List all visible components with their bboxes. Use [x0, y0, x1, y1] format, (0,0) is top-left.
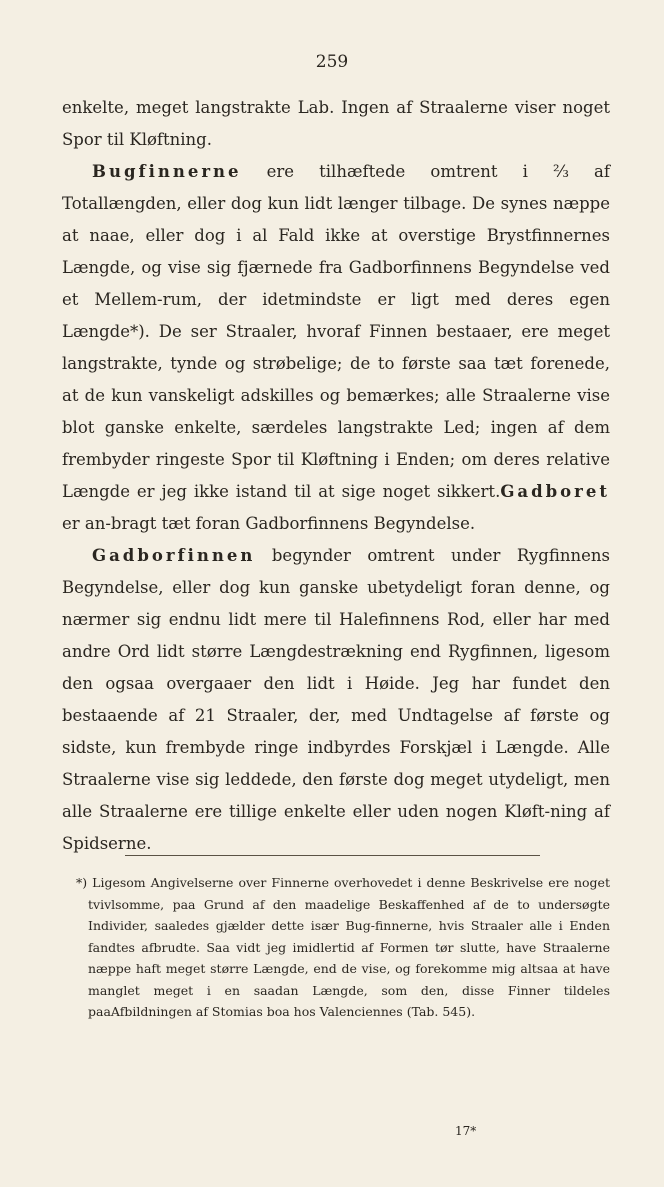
paragraph-text: begynder omtrent under Rygfinnens Begyndelse, eller dog kun ganske ubetydeligt foran denne, og nærmer sig endnu lidt mere til Halefinnens Rod, eller har med andre Ord lidt større Længdestrækning end Rygfinnen, ligesom den ogsaa overgaaer den lidt i Høide. Jeg har fundet den bestaaende af 21 Straaler, der, med Undtagelse af første og sidste, kun frembyde ringe indbyrdes Forskjæl i Længde. Alle Straalerne vise sig leddede, den første dog meget utydeligt, men alle Straalerne ere tillige enkelte eller uden nogen Kløft-ning af Spidserne.: [62, 546, 610, 853]
paragraph-1: enkelte, meget langstrakte Lab. Ingen af Straalerne viser noget Spor til Kløftning.: [62, 98, 610, 149]
page-number: 259: [315, 52, 349, 72]
paragraph-text: er an-bragt tæt foran Gadborfinnens Begyndelse.: [62, 514, 476, 533]
paragraph-text: ere tilhæftede omtrent i ⅔ af Totallængden, eller dog kun lidt længer tilbage. De synes næppe at naae, eller dog i al Fald ikke at overstige Brystfinnernes Længde, og vise sig fjærnede fra Gadborfinnens Begyndelse ved et Mellem-rum, der idetmindste er ligt med deres egen Længde*). De ser Straaler, hvoraf Finnen bestaaer, ere meget langstrakte, tynde og strøbelige; de to første saa tæt forenede, at de kun vanskeligt adskilles og bemærkes; alle Straalerne vise blot ganske enkelte, særdeles langstrakte Led; ingen af dem frembyder ringeste Spor til Kløftning i Enden; om deres relative Længde er jeg ikke istand til at sige noget sikkert.: [62, 162, 610, 501]
signature-mark: 17*: [455, 1124, 477, 1138]
paragraph-lead: Bugfinnerne: [92, 162, 242, 181]
footnote-text: Ligesom Angivelserne over Finnerne overhovedet i denne Beskrivelse ere noget tvivlsomme, paa Grund af den maadelige Beskaffenhed af de to undersøgte Individer, saaledes gjælder dette især Bug-finnerne, hvis Straaler alle i Enden fandtes afbrudte. Saa vidt jeg imidlertid af Formen tør slutte, have Straalerne næppe haft meget større Længde, end de vise, og forekomme mig altsaa at have manglet meget i en saadan Længde, som den, disse Finner tildeles paaAfbildningen af Stomias boa hos Valenciennes (Tab. 545).: [88, 875, 610, 1019]
footnote-divider: [125, 855, 540, 856]
paragraph-bugfinnerne: [62, 156, 610, 540]
paragraph-lead: Gadboret: [500, 482, 610, 501]
footnote-body: [62, 872, 610, 1023]
paragraph-gadborfinnen: [62, 540, 610, 860]
footnote: [62, 872, 610, 1023]
body-text: [62, 92, 610, 860]
paragraph-lead: Gadborfinnen: [92, 546, 256, 565]
footnote-marker: *): [76, 875, 88, 890]
